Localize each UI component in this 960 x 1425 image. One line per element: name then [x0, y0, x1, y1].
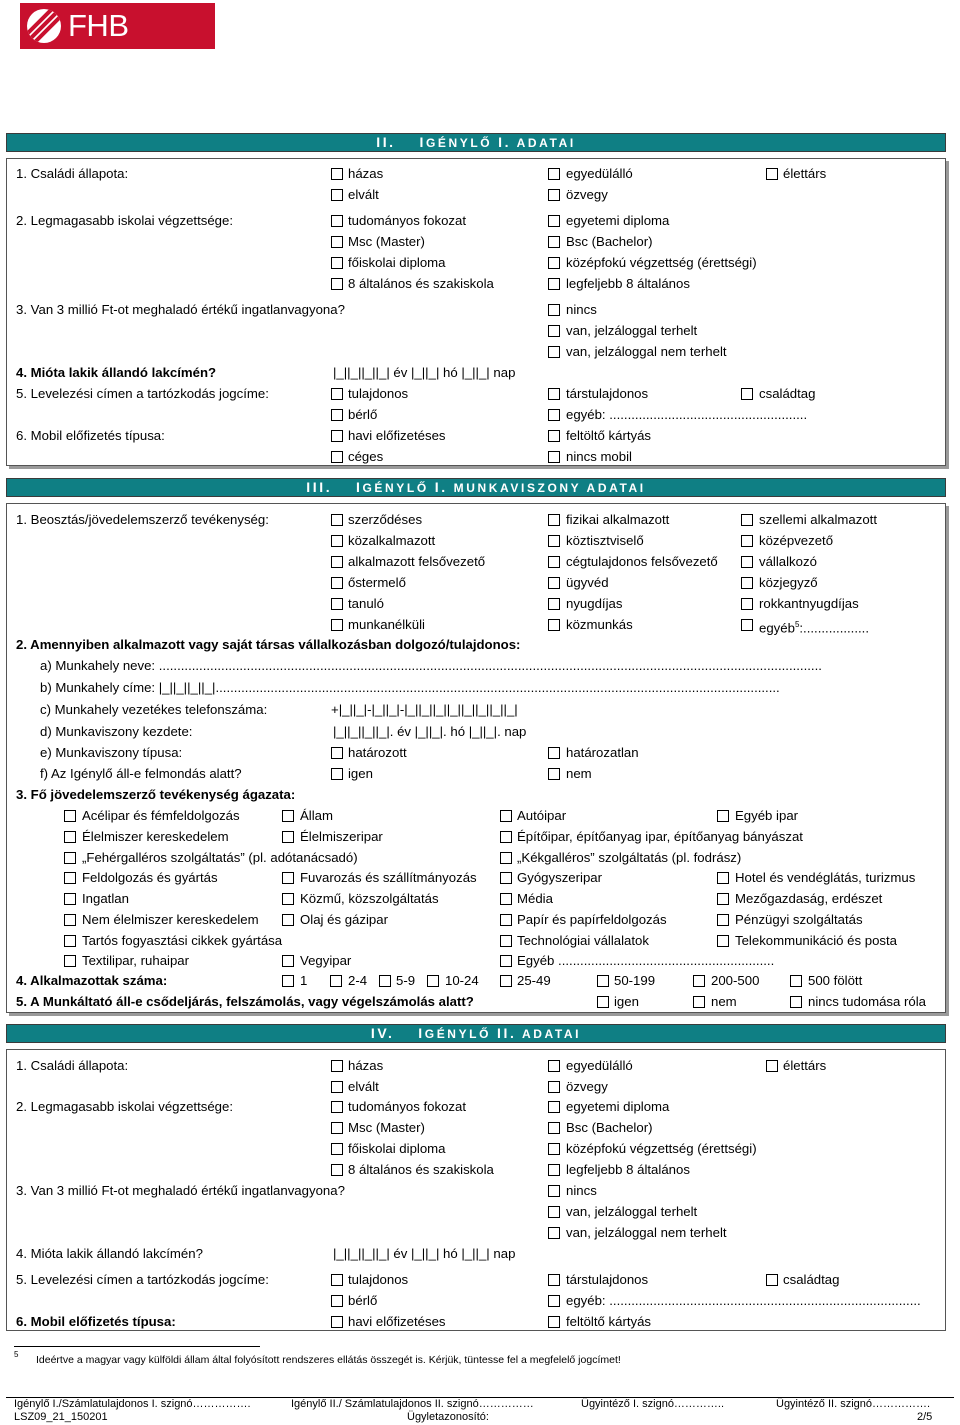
option-label: 2-4 — [348, 973, 368, 988]
option-label: közmunkás — [566, 617, 633, 632]
checkbox-other-occupation[interactable] — [741, 619, 753, 631]
signature-clerk-2: Ügyintéző II. szignó……………. — [776, 1398, 931, 1410]
option-label: özvegy — [566, 187, 608, 202]
checkbox-middle-manager[interactable] — [741, 535, 753, 547]
question-insolvency: 5. A Munkáltató áll-e csődeljárás, felszámolás, vagy végelszámolás alatt? — [16, 994, 474, 1009]
sector-label: Feldolgozás és gyártás — [82, 870, 218, 885]
checkbox-employees[interactable] — [427, 975, 439, 987]
option-label: határozatlan — [566, 745, 639, 760]
question-residence-since-2: 4. Mióta lakik állandó lakcímén? — [16, 1246, 203, 1261]
checkbox-entrepreneur[interactable] — [741, 556, 753, 568]
option-label: egyetemi diploma — [566, 1099, 670, 1114]
sector-label: Technológiai vállalatok — [517, 933, 649, 948]
logo-stripes-icon — [27, 9, 61, 43]
option-label: legfeljebb 8 általános — [566, 276, 690, 291]
checkbox-notary[interactable] — [741, 577, 753, 589]
sector-label: „Fehérgalléros szolgáltatás” (pl. adótanácsadó) — [82, 850, 358, 865]
checkbox-edu-college-2[interactable] — [331, 1143, 343, 1155]
section-header-applicant-2: IV. IGÉNYLŐ II. ADATAI — [6, 1024, 946, 1043]
checkbox-postpaid-2[interactable] — [331, 1316, 343, 1328]
checkbox-sector[interactable] — [717, 935, 729, 947]
option-label: középfokú végzettség (érettségi) — [566, 1141, 757, 1156]
checkbox-notice-yes[interactable] — [331, 768, 343, 780]
sector-label: Élelmiszeripar — [300, 829, 383, 844]
checkbox-sector[interactable] — [717, 893, 729, 905]
checkbox-employees[interactable] — [379, 975, 391, 987]
checkbox-insolvency-no[interactable] — [693, 996, 705, 1008]
option-label: özvegy — [566, 1079, 608, 1094]
question-marital-status-2: 1. Családi állapota: — [16, 1058, 129, 1073]
option-label: van, jelzáloggal nem terhelt — [566, 1225, 727, 1240]
option-label: tulajdonos — [348, 386, 409, 401]
logo-text: FHB BANK — [68, 8, 151, 81]
option-label: nem — [566, 766, 592, 781]
option-label: nyugdíjas — [566, 596, 623, 611]
option-label: társtulajdonos — [566, 1272, 649, 1287]
option-label: nincs — [566, 1183, 597, 1198]
question-mobile-plan: 6. Mobil előfizetés típusa: — [16, 428, 165, 443]
option-label: van, jelzáloggal terhelt — [566, 1204, 698, 1219]
checkbox-owner[interactable] — [331, 388, 343, 400]
checkbox-fixed-term[interactable] — [331, 747, 343, 759]
option-label: fizikai alkalmazott — [566, 512, 670, 527]
question-address-title-2: 5. Levelezési címen a tartózkodás jogcíme: — [16, 1272, 269, 1287]
option-label: közjegyző — [759, 575, 818, 590]
signature-applicant-2: Igénylő II./ Számlatulajdonos II. szignó…………… — [291, 1398, 534, 1410]
checkbox-widowed[interactable] — [548, 189, 560, 201]
checkbox-edu-phd-2[interactable] — [331, 1101, 343, 1113]
checkbox-sector[interactable] — [64, 955, 76, 967]
checkbox-sector[interactable] — [64, 852, 76, 864]
sector-label: Hotel és vendéglátás, turizmus — [735, 870, 916, 885]
option-label: közalkalmazott — [348, 533, 436, 548]
sector-label: Élelmiszer kereskedelem — [82, 829, 229, 844]
checkbox-edu-phd[interactable] — [331, 215, 343, 227]
employment-type-label: e) Munkaviszony típusa: — [40, 745, 183, 760]
option-label: főiskolai diploma — [348, 1141, 446, 1156]
option-label: 8 általános és szakiskola — [348, 1162, 494, 1177]
sector-label: Építőipar, építőanyag ipar, építőanyag bányászat — [517, 829, 803, 844]
option-label: Msc (Master) — [348, 234, 425, 249]
checkbox-sector[interactable] — [500, 852, 512, 864]
option-label: elvált — [348, 187, 379, 202]
sector-label: Gyógyszeripar — [517, 870, 603, 885]
question-employee-count: 4. Alkalmazottak száma: — [16, 973, 168, 988]
checkbox-widowed-2[interactable] — [548, 1081, 560, 1093]
option-label: elvált — [348, 1079, 379, 1094]
checkbox-sector[interactable] — [282, 872, 294, 884]
option-label: havi előfizetéses — [348, 428, 446, 443]
checkbox-family-member-2[interactable] — [766, 1274, 778, 1286]
checkbox-lawyer[interactable] — [548, 577, 560, 589]
checkbox-insolvency-yes[interactable] — [597, 996, 609, 1008]
checkbox-property-mortgaged[interactable] — [548, 325, 560, 337]
option-label: házas — [348, 1058, 384, 1073]
option-label: tudományos fokozat — [348, 1099, 467, 1114]
option-label: 8 általános és szakiskola — [348, 276, 494, 291]
checkbox-corporate[interactable] — [331, 451, 343, 463]
question-property-2: 3. Van 3 millió Ft-ot meghaladó értékű ingatlanvagyona? — [16, 1183, 345, 1198]
option-label: 50-199 — [614, 973, 656, 988]
question-occupation: 1. Beosztás/jövedelemszerző tevékenység: — [16, 512, 269, 527]
option-label: van, jelzáloggal nem terhelt — [566, 344, 727, 359]
option-label: 5-9 — [396, 973, 416, 988]
checkbox-sector[interactable] — [64, 872, 76, 884]
option-label: főiskolai diploma — [348, 255, 446, 270]
checkbox-employees[interactable] — [500, 975, 512, 987]
checkbox-edu-bsc-2[interactable] — [548, 1122, 560, 1134]
sector-label: Pénzügyi szolgáltatás — [735, 912, 863, 927]
checkbox-sector[interactable] — [717, 872, 729, 884]
option-label: nincs — [566, 302, 597, 317]
question-mobile-plan-2: 6. Mobil előfizetés típusa: — [16, 1314, 176, 1329]
option-label: céges — [348, 449, 384, 464]
checkbox-postpaid[interactable] — [331, 430, 343, 442]
checkbox-single-2[interactable] — [548, 1060, 560, 1072]
checkbox-edu-university[interactable] — [548, 215, 560, 227]
option-label: Bsc (Bachelor) — [566, 1120, 653, 1135]
option-label: tudományos fokozat — [348, 213, 467, 228]
checkbox-sector[interactable] — [500, 935, 512, 947]
checkbox-indefinite[interactable] — [548, 747, 560, 759]
page-number: 2/5 — [917, 1411, 933, 1423]
sector-label: Tartós fogyasztási cikkek gyártása — [82, 933, 283, 948]
checkbox-owner-executive[interactable] — [548, 556, 560, 568]
option-label: alkalmazott felsővezető — [348, 554, 486, 569]
option-label: ügyvéd — [566, 575, 609, 590]
transaction-id-label: Ügyletazonosító: — [407, 1411, 489, 1423]
checkbox-employees[interactable] — [790, 975, 802, 987]
option-label: határozott — [348, 745, 407, 760]
checkbox-sector[interactable] — [64, 893, 76, 905]
sector-label: Acélipar és fémfeldolgozás — [82, 808, 240, 823]
option-label: élettárs — [783, 166, 827, 181]
option-label: szellemi alkalmazott — [759, 512, 877, 527]
checkbox-employees[interactable] — [282, 975, 294, 987]
question-property: 3. Van 3 millió Ft-ot meghaladó értékű ingatlanvagyona? — [16, 302, 345, 317]
option-label: Msc (Master) — [348, 1120, 425, 1135]
checkbox-employees[interactable] — [597, 975, 609, 987]
checkbox-sector[interactable] — [500, 893, 512, 905]
sector-label: Nem élelmiszer kereskedelem — [82, 912, 259, 927]
sector-label: Fuvarozás és szállítmányozás — [300, 870, 477, 885]
employment-start-label: d) Munkaviszony kezdete: — [40, 724, 193, 739]
checkbox-sector[interactable] — [717, 914, 729, 926]
option-label: havi előfizetéses — [348, 1314, 446, 1329]
option-label: középfokú végzettség (érettségi) — [566, 255, 757, 270]
option-label: 1 — [300, 973, 308, 988]
sector-label: Állam — [300, 808, 333, 823]
sector-label: Közmű, közszolgáltatás — [300, 891, 439, 906]
other-occupation-field[interactable]: egyéb$^5$:.................. — [759, 620, 870, 636]
footnote-text: Ideértve a magyar vagy külföldi állam által folyósított rendszeres ellátás összegét is. Kérjük, tüntesse fel a megfelelő jogcímet! — [36, 1354, 621, 1366]
other-sector-field[interactable]: Egyéb ........................................................... — [517, 953, 775, 968]
other-title-field[interactable]: egyéb: ...................................................... — [566, 407, 808, 422]
sector-label: Telekommunikáció és posta — [735, 933, 897, 948]
checkbox-prepaid-2[interactable] — [548, 1316, 560, 1328]
other-title-field-2[interactable]: egyéb: ..................................................................................... — [566, 1293, 921, 1308]
notice-period-label: f) Az Igénylő áll-e felmondás alatt? — [40, 766, 242, 781]
checkbox-white-collar[interactable] — [741, 514, 753, 526]
checkbox-senior-manager[interactable] — [331, 556, 343, 568]
option-label: feltöltő kártyás — [566, 428, 652, 443]
sector-label: Autóipar — [517, 808, 567, 823]
checkbox-edu-vocational-2[interactable] — [331, 1164, 343, 1176]
option-label: nincs mobil — [566, 449, 632, 464]
sector-label: Média — [517, 891, 553, 906]
option-label: házas — [348, 166, 384, 181]
checkbox-property-none-2[interactable] — [548, 1185, 560, 1197]
question-residence-since: 4. Mióta lakik állandó lakcímén? — [16, 365, 217, 380]
employer-phone-field[interactable]: +|_||_|-|_||_|-|_||_||_||_||_||_||_||_| — [331, 702, 518, 717]
checkbox-pensioner[interactable] — [548, 598, 560, 610]
option-label: egyedülálló — [566, 1058, 633, 1073]
checkbox-tenant-2[interactable] — [331, 1295, 343, 1307]
option-label: középvezető — [759, 533, 834, 548]
checkbox-sector[interactable] — [717, 810, 729, 822]
option-label: vállalkozó — [759, 554, 817, 569]
checkbox-property-free[interactable] — [548, 346, 560, 358]
checkbox-divorced-2[interactable] — [331, 1081, 343, 1093]
checkbox-co-owner-2[interactable] — [548, 1274, 560, 1286]
sector-label: Olaj és gázipar — [300, 912, 388, 927]
checkbox-sector[interactable] — [500, 831, 512, 843]
checkbox-sector[interactable] — [282, 955, 294, 967]
checkbox-edu-msc[interactable] — [331, 236, 343, 248]
checkbox-other-title-2[interactable] — [548, 1295, 560, 1307]
question-marital-status: 1. Családi állapota: — [16, 166, 129, 181]
option-label: szerződéses — [348, 512, 423, 527]
checkbox-manual-worker[interactable] — [548, 514, 560, 526]
checkbox-sector[interactable] — [282, 831, 294, 843]
section-header-applicant-1: II. IGÉNYLŐ I. ADATAI — [6, 133, 946, 152]
option-label: 200-500 — [711, 973, 760, 988]
option-label: családtag — [759, 386, 816, 401]
employer-address-field[interactable]: b) Munkahely címe: |_||_||_||_|.......................................................................................................................................................... — [40, 680, 780, 695]
checkbox-no-mobile[interactable] — [548, 451, 560, 463]
checkbox-single[interactable] — [548, 168, 560, 180]
checkbox-property-free-2[interactable] — [548, 1227, 560, 1239]
option-label: élettárs — [783, 1058, 827, 1073]
checkbox-married[interactable] — [331, 168, 343, 180]
checkbox-sector[interactable] — [500, 810, 512, 822]
option-label: feltöltő kártyás — [566, 1314, 652, 1329]
checkbox-employees[interactable] — [330, 975, 342, 987]
checkbox-sector[interactable] — [64, 914, 76, 926]
option-label: köztisztviselő — [566, 533, 644, 548]
question-education-2: 2. Legmagasabb iskolai végzettsége: — [16, 1099, 234, 1114]
residence-date-field-2[interactable]: |_||_||_||_| év |_||_| hó |_||_| nap — [333, 1246, 516, 1261]
checkbox-property-none[interactable] — [548, 304, 560, 316]
checkbox-property-mortgaged-2[interactable] — [548, 1206, 560, 1218]
checkbox-other-title[interactable] — [548, 409, 560, 421]
option-label: rokkantnyugdíjas — [759, 596, 859, 611]
option-label: tulajdonos — [348, 1272, 409, 1287]
sector-label: Egyéb ipar — [735, 808, 799, 823]
option-label: legfeljebb 8 általános — [566, 1162, 690, 1177]
checkbox-co-owner[interactable] — [548, 388, 560, 400]
checkbox-unemployed[interactable] — [331, 619, 343, 631]
checkbox-prepaid[interactable] — [548, 430, 560, 442]
option-label: bérlő — [348, 1293, 378, 1308]
checkbox-partner-2[interactable] — [766, 1060, 778, 1072]
checkbox-disability-pensioner[interactable] — [741, 598, 753, 610]
checkbox-sector[interactable] — [64, 810, 76, 822]
option-label: van, jelzáloggal terhelt — [566, 323, 698, 338]
section-header-employment: III. IGÉNYLŐ I. MUNKAVISZONY ADATAI — [6, 478, 946, 497]
sector-label: Vegyipar — [300, 953, 352, 968]
checkbox-married-2[interactable] — [331, 1060, 343, 1072]
sector-label: Papír és papírfeldolgozás — [517, 912, 667, 927]
checkbox-student[interactable] — [331, 598, 343, 610]
option-label: 25-49 — [517, 973, 551, 988]
checkbox-owner-2[interactable] — [331, 1274, 343, 1286]
sector-label: „Kékgalléros” szolgáltatás (pl. fodrász) — [517, 850, 742, 865]
footnote-mark: 5 — [14, 1350, 19, 1359]
question-education: 2. Legmagasabb iskolai végzettsége: — [16, 213, 234, 228]
checkbox-edu-secondary[interactable] — [548, 257, 560, 269]
checkbox-employees[interactable] — [693, 975, 705, 987]
checkbox-edu-secondary-2[interactable] — [548, 1143, 560, 1155]
checkbox-sector[interactable] — [500, 914, 512, 926]
question-address-title: 5. Levelezési címen a tartózkodás jogcíme: — [16, 386, 269, 401]
option-label: nincs tudomása róla — [808, 994, 927, 1009]
checkbox-sector[interactable] — [64, 935, 76, 947]
option-label: cégtulajdonos felsővezető — [566, 554, 718, 569]
checkbox-edu-primary[interactable] — [548, 278, 560, 290]
option-label: egyedülálló — [566, 166, 633, 181]
employer-name-field[interactable]: a) Munkahely neve: ..................................................................................................................................................................................... — [40, 658, 822, 673]
option-label: őstermelő — [348, 575, 406, 590]
employment-start-field[interactable]: |_||_||_||_|. év |_||_|. hó |_||_|. nap — [333, 724, 527, 739]
footnote-divider — [14, 1346, 260, 1347]
checkbox-public-worker[interactable] — [548, 619, 560, 631]
checkbox-edu-msc-2[interactable] — [331, 1122, 343, 1134]
checkbox-sector[interactable] — [282, 914, 294, 926]
checkbox-public-employee[interactable] — [331, 535, 343, 547]
checkbox-sector[interactable] — [64, 831, 76, 843]
question-employer-details: 2. Amennyiben alkalmazott vagy saját társas vállalkozásban dolgozó/tulajdonos: — [16, 637, 521, 652]
signature-applicant-1: Igénylő I./Számlatulajdonos I. szignó……………. — [14, 1398, 251, 1410]
checkbox-insolvency-unknown[interactable] — [790, 996, 802, 1008]
checkbox-tenant[interactable] — [331, 409, 343, 421]
checkbox-edu-primary-2[interactable] — [548, 1164, 560, 1176]
option-label: nem — [711, 994, 737, 1009]
checkbox-edu-bsc[interactable] — [548, 236, 560, 248]
option-label: családtag — [783, 1272, 840, 1287]
checkbox-sector[interactable] — [282, 810, 294, 822]
checkbox-civil-servant[interactable] — [548, 535, 560, 547]
option-label: 10-24 — [445, 973, 479, 988]
option-label: tanuló — [348, 596, 384, 611]
residence-date-field[interactable]: |_||_||_||_| év |_||_| hó |_||_| nap — [333, 365, 516, 380]
option-label: igen — [348, 766, 373, 781]
sector-label: Mezőgazdaság, erdészet — [735, 891, 883, 906]
checkbox-family-member[interactable] — [741, 388, 753, 400]
employer-phone-label: c) Munkahely vezetékes telefonszáma: — [40, 702, 268, 717]
option-label: Bsc (Bachelor) — [566, 234, 653, 249]
question-industry: 3. Fő jövedelemszerző tevékenység ágazata: — [16, 787, 296, 802]
document-code: LSZ09_21_150201 — [14, 1411, 108, 1423]
signature-clerk-1: Ügyintéző I. szignó………….. — [581, 1398, 725, 1410]
checkbox-partner[interactable] — [766, 168, 778, 180]
checkbox-edu-university-2[interactable] — [548, 1101, 560, 1113]
option-label: egyetemi diploma — [566, 213, 670, 228]
checkbox-sector[interactable] — [500, 955, 512, 967]
checkbox-edu-vocational[interactable] — [331, 278, 343, 290]
checkbox-notice-no[interactable] — [548, 768, 560, 780]
checkbox-sector[interactable] — [282, 893, 294, 905]
sector-label: Textilipar, ruhaipar — [82, 953, 190, 968]
option-label: munkanélküli — [348, 617, 425, 632]
checkbox-edu-college[interactable] — [331, 257, 343, 269]
sector-label: Ingatlan — [82, 891, 129, 906]
option-label: 500 fölött — [808, 973, 863, 988]
checkbox-divorced[interactable] — [331, 189, 343, 201]
option-label: igen — [614, 994, 639, 1009]
option-label: társtulajdonos — [566, 386, 649, 401]
option-label: bérlő — [348, 407, 378, 422]
checkbox-farmer[interactable] — [331, 577, 343, 589]
checkbox-sector[interactable] — [500, 872, 512, 884]
checkbox-contract[interactable] — [331, 514, 343, 526]
fhb-logo — [20, 3, 215, 81]
